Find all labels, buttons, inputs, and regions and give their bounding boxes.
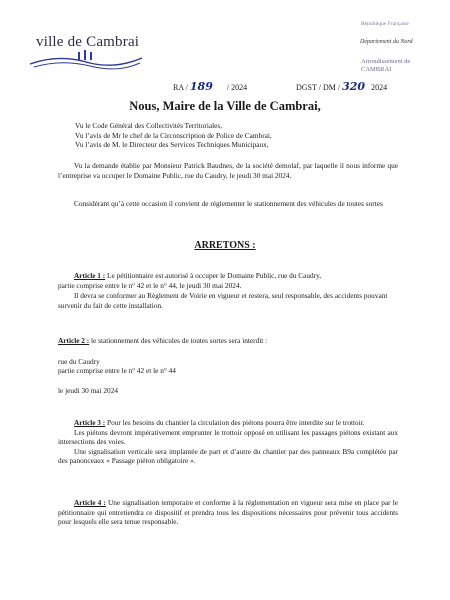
dgst-year: 2024 [371,83,388,92]
ra-number: 189 [189,80,213,93]
vu-item: Vu le Code Général des Collectivités Territoriales, [75,121,223,130]
vu-item: Vu l’avis de Mr le chef de la Circonscription de Police de Cambrai, [75,130,272,140]
city-logo-text: ville de Cambrai [36,34,140,50]
republique-label: République Française [361,21,409,27]
article-4-label: Article 4 : [74,498,106,507]
city-logo-icon [28,48,146,70]
vu-list [75,121,415,150]
preamble-considering: Considérant qu’à cette occasion il convient de réglementer le stationnement des véhicules de toutes sortes [74,199,383,208]
page-title: Nous, Maire de la Ville de Cambrai, [129,99,321,113]
ra-reference [173,80,247,93]
article-2: Article 2 : le stationnement des véhicules de toutes sortes sera interdit : rue du Caudry partie comprise entre le n° 42 et le n° 44 le jeudi 30 mai 2024 [58,336,398,395]
arrondissement-label: Arrondissement de CAMBRAI [361,58,411,73]
article-3: Article 3 : Pour les besoins du chantier la circulation des piétons pourra être interdite sur le trottoir. Les piétons devront impérativement emprunter le trottoir opposé en utilisant les passages piétons existant aux intersections des voies. Une signalisation verticale sera implantée de part et d’autre du chantier par des panneaux B9a complétée par des panonceaux « Passage piéton obligatoire ». [58,418,398,466]
preamble-request: Vu la demande établie par Monsieur Patrick Baudnes, de la société demolaf, par laquelle il nous informe que l’entreprise va occuper le Domaine Public, rue du Caudry, le jeudi 30 mai 2024. [58,161,398,180]
dgst-prefix: DGST / DM / [296,83,341,92]
dgst-number: 320 [342,80,366,93]
article-4: Article 4 : Une signalisation temporaire et conforme à la réglementation en vigueur sera mise en place par le pétitionnaire qui entretiendra ce dispositif et prendra tous les dispositions nécessaires pour prévenir tous accidents pour lesquels elle sera tenue responsable. [58,498,398,527]
vu-item: Vu l’avis de M. le Directeur des Services Techniques Municipaux, [75,140,269,150]
article-1: Article 1 : Le pétitionnaire est autorisé à occuper le Domaine Public, rue du Caudry, partie comprise entre le n° 42 et le n° 44, le jeudi 30 mai 2024. Il devra se conformer au Règlement de Voirie en vigueur et restera, seul responsable, des accidents pouvant survenir du fait de cette installation. [58,271,388,310]
dgst-reference [296,80,387,93]
departement-label: Département du Nord [360,39,413,45]
article-1-label: Article 1 : [74,271,106,280]
article-2-date: le jeudi 30 mai 2024 [58,385,118,395]
article-2-label: Article 2 : [58,336,90,345]
arretons-heading: ARRETONS : [194,240,256,251]
article-2-section: partie comprise entre le n° 42 et le n° 44 [58,366,176,376]
ra-prefix: RA / [173,83,188,92]
ra-year: / 2024 [226,83,248,92]
article-2-street: rue du Caudry [58,356,100,366]
article-3-label: Article 3 : [74,418,106,427]
